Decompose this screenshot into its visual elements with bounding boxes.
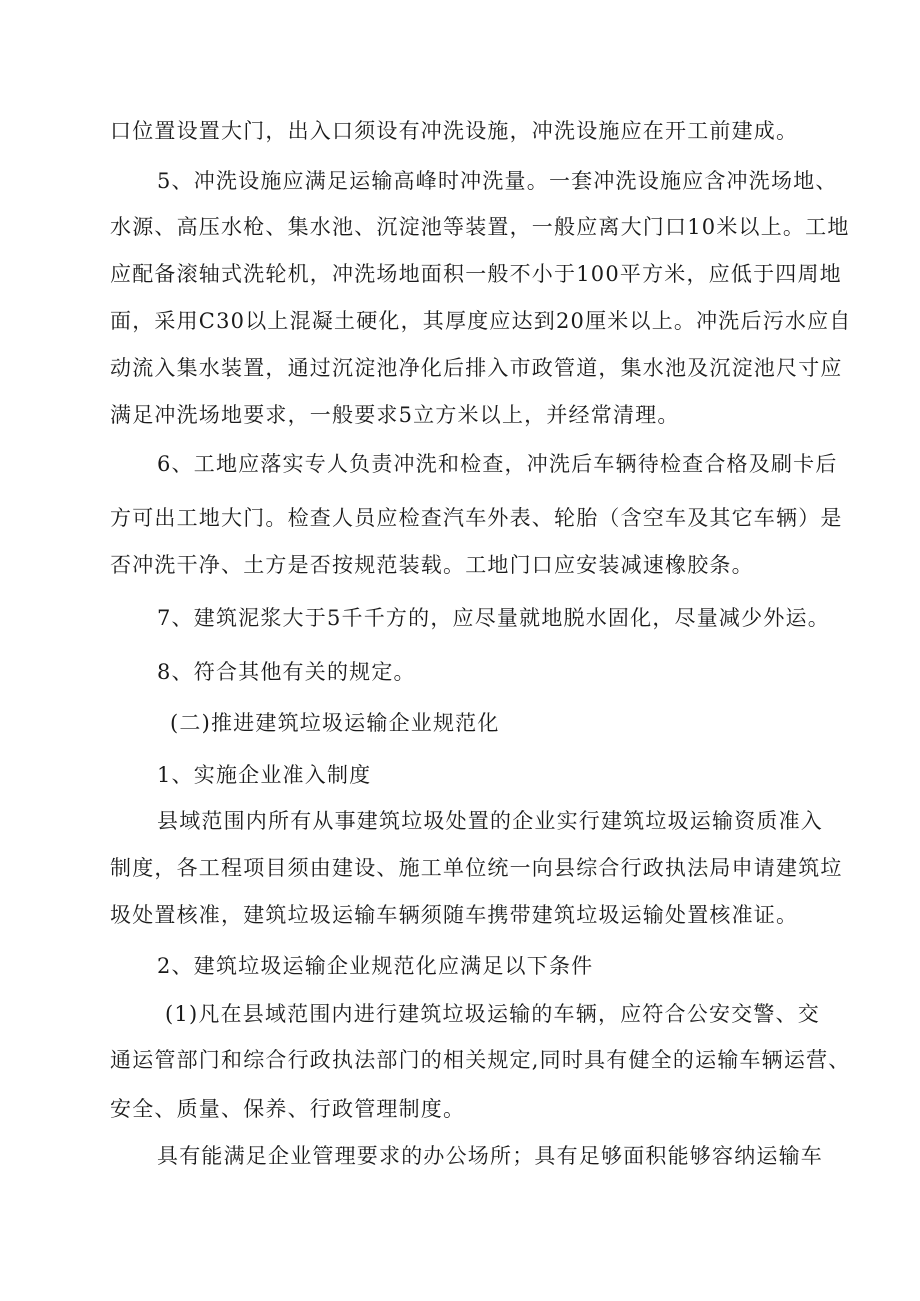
paragraph-line: 7、建筑泥浆大于5千千方的，应尽量就地脱水固化，尽量减少外运。 bbox=[157, 606, 830, 630]
paragraph-line: (1)凡在县域范围内进行建筑垃圾运输的车辆，应符合公安交警、交 bbox=[165, 1002, 820, 1026]
paragraph-line: 5、冲洗设施应满足运输高峰时冲洗量。一套冲洗设施应含冲洗场地、 bbox=[157, 169, 838, 193]
paragraph-line: 水源、高压水枪、集水池、沉淀池等装置，一般应离大门口10米以上。工地 bbox=[110, 215, 850, 239]
paragraph-line: 满足冲洗场地要求，一般要求5立方米以上，并经常清理。 bbox=[110, 403, 680, 427]
paragraph-line: 口位置设置大门，出入口须设有冲洗设施，冲洗设施应在开工前建成。 bbox=[110, 119, 799, 143]
paragraph-line: 制度，各工程项目须由建设、施工单位统一向县综合行政执法局申请建筑垃 bbox=[110, 856, 843, 880]
paragraph-line: 方可出工地大门。检查人员应检查汽车外表、轮胎（含空车及其它车辆）是 bbox=[110, 506, 843, 530]
paragraph-line: 县域范围内所有从事建筑垃圾处置的企业实行建筑垃圾运输资质准入 bbox=[157, 809, 823, 833]
paragraph-line: 安全、质量、保养、行政管理制度。 bbox=[110, 1097, 466, 1121]
subsection-heading: 2、建筑垃圾运输企业规范化应满足以下条件 bbox=[157, 954, 594, 978]
paragraph-line: 6、工地应落实专人负责冲洗和检查，冲洗后车辆待检查合格及刷卡后 bbox=[157, 452, 838, 476]
paragraph-line: 圾处置核准，建筑垃圾运输车辆须随车携带建筑垃圾运输处置核准证。 bbox=[110, 903, 799, 927]
paragraph-line: 动流入集水装置，通过沉淀池净化后排入市政管道，集水池及沉淀池尺寸应 bbox=[110, 356, 843, 380]
paragraph-line: 通运管部门和综合行政执法部门的相关规定,同时具有健全的运输车辆运营、 bbox=[110, 1048, 851, 1072]
paragraph-line: 8、符合其他有关的规定。 bbox=[157, 660, 416, 684]
paragraph-line: 面，采用C30以上混凝土硬化，其厚度应达到20厘米以上。冲洗后污水应自 bbox=[110, 309, 852, 333]
paragraph-line: 具有能满足企业管理要求的办公场所；具有足够面积能够容纳运输车 bbox=[157, 1144, 823, 1168]
section-heading: (二)推进建筑垃圾运输企业规范化 bbox=[170, 711, 500, 735]
subsection-heading: 1、实施企业准入制度 bbox=[157, 763, 372, 787]
paragraph-line: 应配备滚轴式洗轮机，冲洗场地面积一般不小于100平方米，应低于四周地 bbox=[110, 262, 842, 286]
paragraph-line: 否冲洗干净、土方是否按规范装载。工地门口应安装减速橡胶条。 bbox=[110, 553, 754, 577]
